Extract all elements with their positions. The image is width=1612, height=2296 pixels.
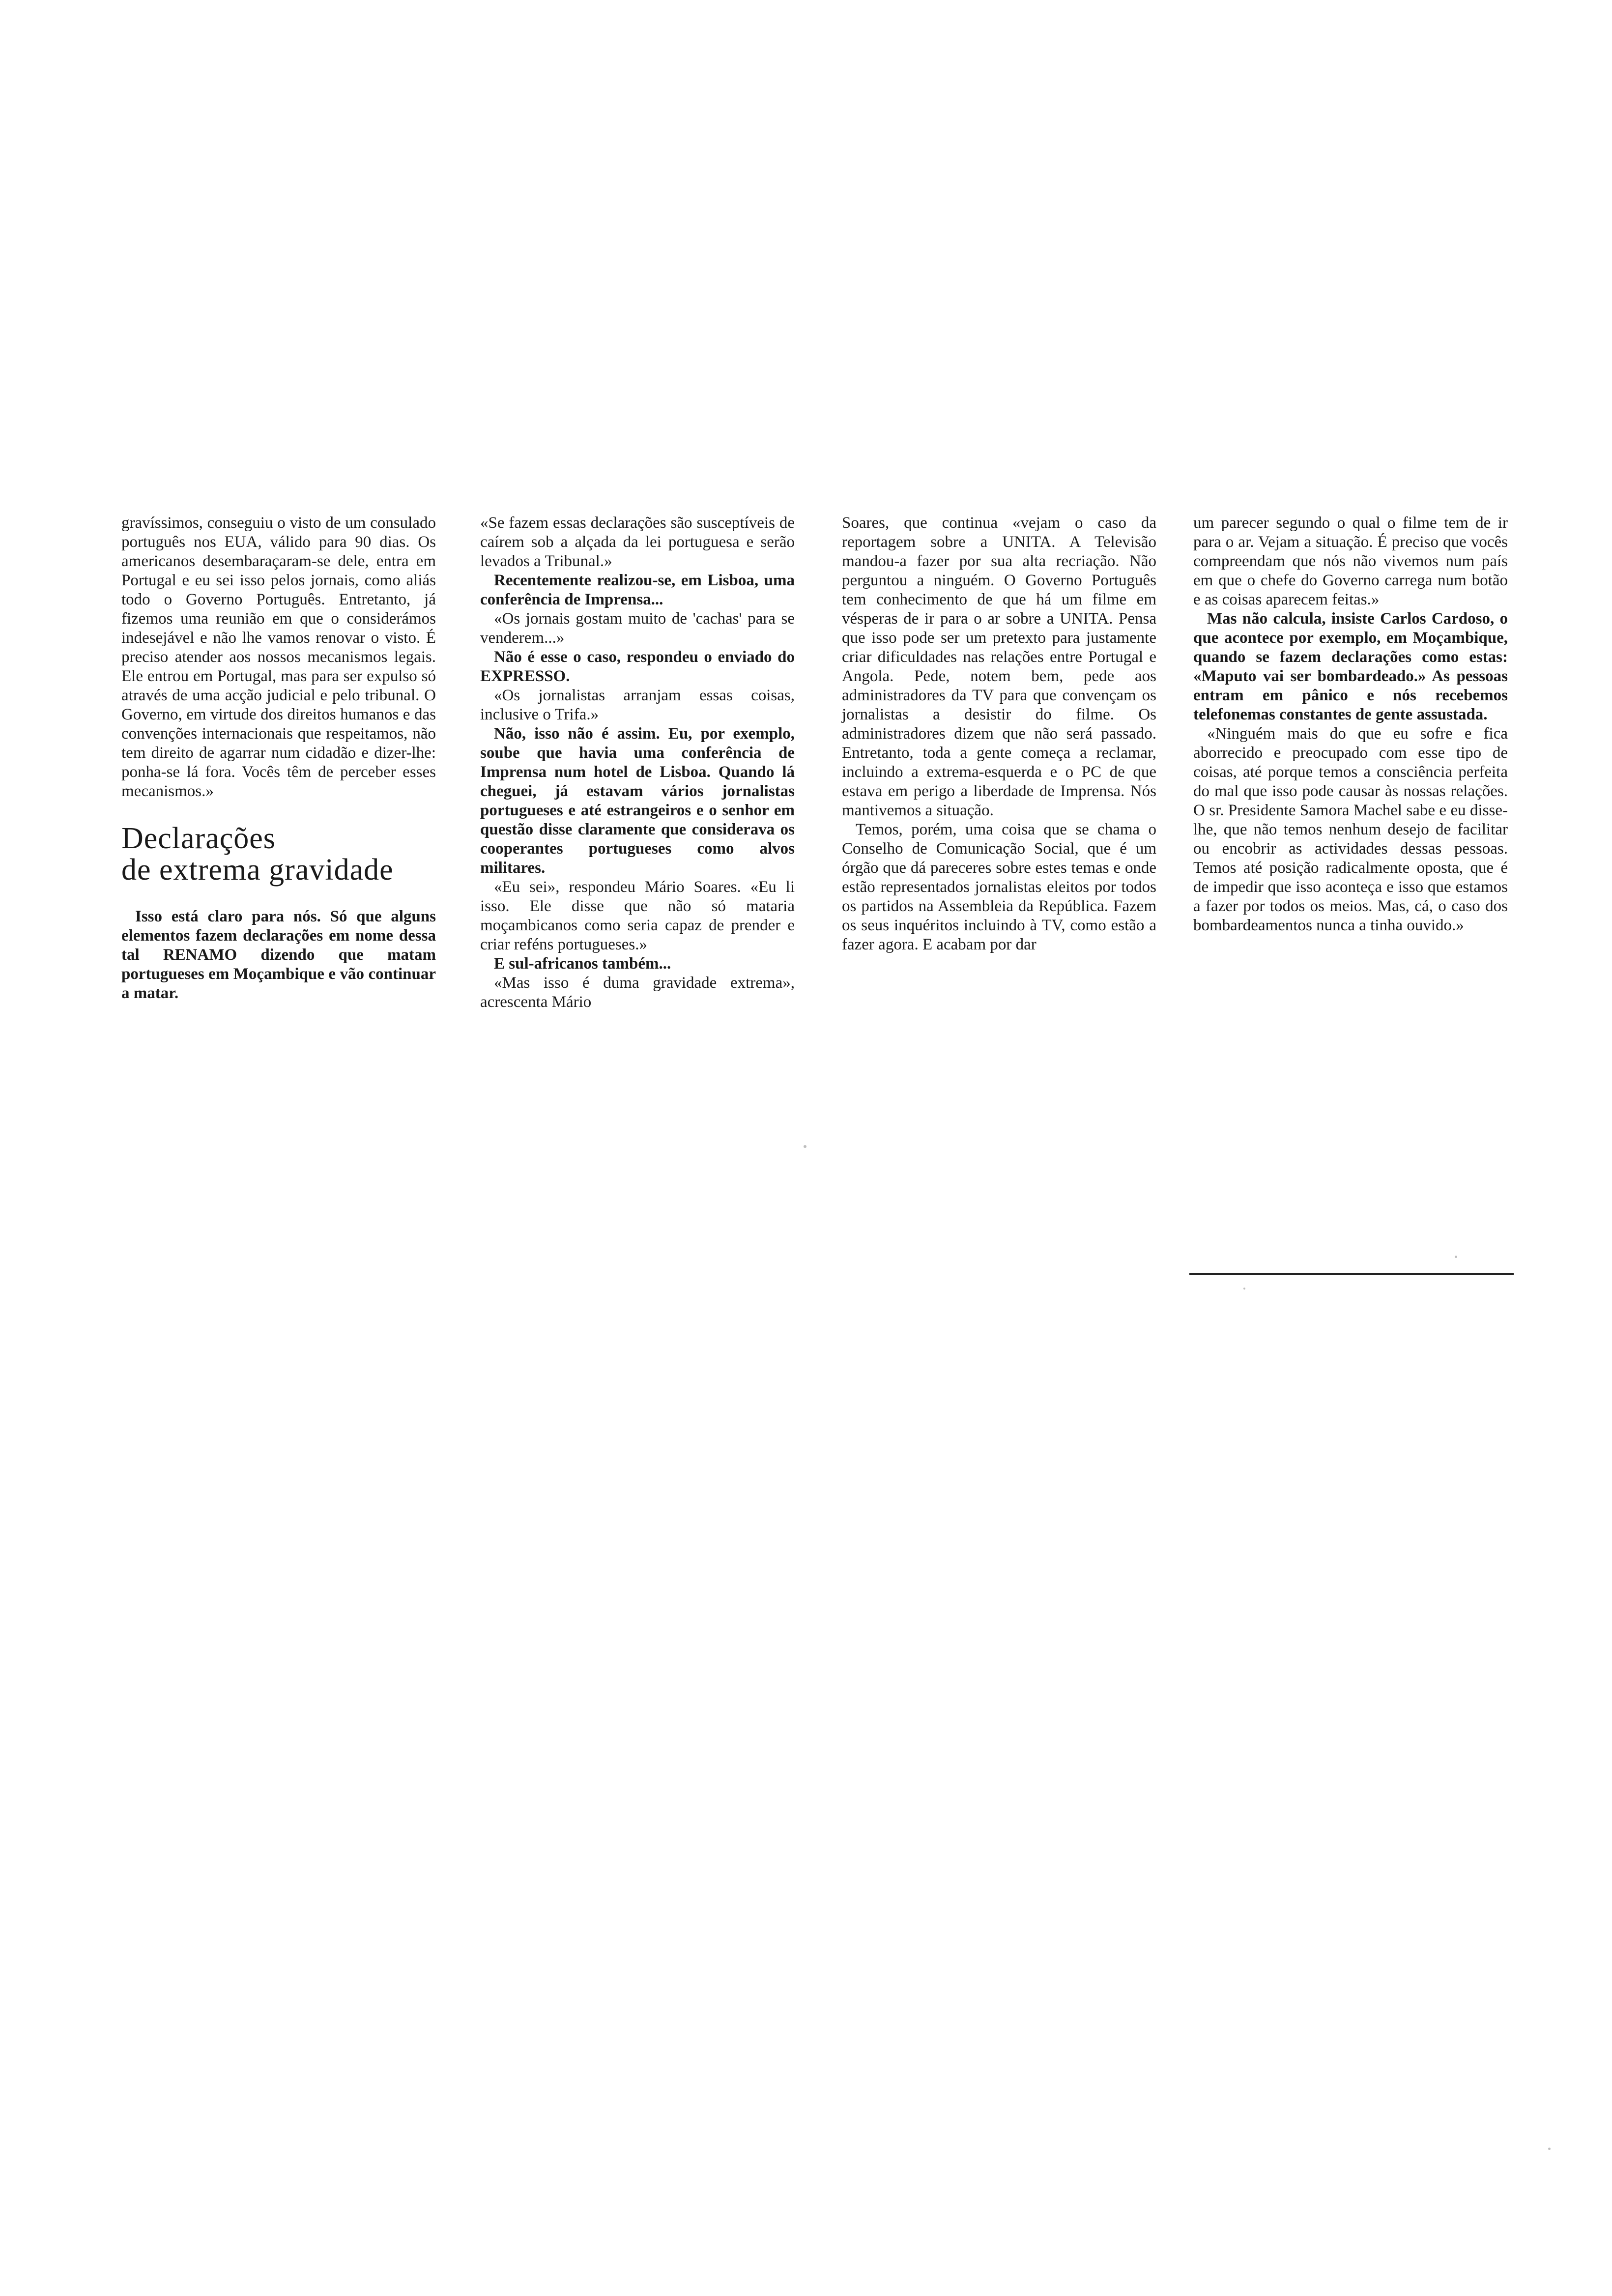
- col2-paragraph-8: E sul-africanos também...: [494, 955, 671, 973]
- col2-paragraph-4: Não é esse o caso, respondeu o enviado do EXPRESSO.: [480, 648, 795, 685]
- article-column-3: [842, 514, 1156, 954]
- scan-speck: [1455, 1256, 1457, 1258]
- col2-paragraph-9: «Mas isso é duma gravidade extrema», acrescenta Mário: [480, 974, 795, 1011]
- section-heading-line-1: Declarações: [121, 822, 276, 855]
- col1-paragraph-2: Isso está claro para nós. Só que alguns elementos fazem declarações em nome dessa tal RENAMO dizendo que matam portugueses em Moçambique e vão continuar a matar.: [121, 908, 436, 1002]
- end-of-article-rule: [1189, 1273, 1514, 1275]
- col2-paragraph-5: «Os jornalistas arranjam essas coisas, inclusive o Trifa.»: [480, 687, 795, 723]
- scan-speck: [804, 1145, 806, 1148]
- article-column-2: [480, 514, 795, 1012]
- col2-paragraph-7-quote: «Eu sei»,: [494, 878, 560, 896]
- scan-speck: [1243, 1288, 1245, 1290]
- article-column-1: [121, 514, 436, 1003]
- col2-paragraph-3: «Os jornais gostam muito de 'cachas' para se venderem...»: [480, 610, 795, 647]
- col4-paragraph-2: Mas não calcula, insiste Carlos Cardoso, o que acontece por exemplo, em Moçambique, quando se fazem declarações como estas: «Maputo vai ser bombardeado.» As pessoas entram em pânico e nós recebemos telefonemas constantes de gente assustada.: [1193, 610, 1508, 723]
- col3-paragraph-2: Temos, porém, uma coisa que se chama o Conselho de Comunicação Social, que é um órgão que dá pareceres sobre estes temas e onde estão representados jornalistas eleitos por todos os partidos na Assembleia da República. Fazem os seus inquéritos incluindo à TV, como estão a fazer agora. E acabam por dar: [842, 821, 1156, 953]
- col2-paragraph-1: «Se fazem essas declarações são susceptíveis de caírem sob a alçada da lei portuguesa e serão levados a Tribunal.»: [480, 514, 795, 570]
- col1-paragraph-1: gravíssimos, conseguiu o visto de um consulado português nos EUA, válido para 90 dias. Os americanos desembaraçaram-se dele, entra em Portugal e eu sei isso pelos jornais, como aliás todo o Governo Português. Entretanto, já fizemos uma reunião em que o considerámos indesejável e não lhe vamos renovar o visto. É preciso atender aos nossos mecanismos legais. Ele entrou em Portugal, mas para ser expulso só através de uma acção judicial e pelo tribunal. O Governo, em virtude dos direitos humanos e das convenções internacionais que respeitamos, não tem direito de agarrar num cidadão e dizer-lhe: ponha-se lá fora. Vocês têm de perceber esses mecanismos.»: [121, 514, 436, 800]
- section-heading-line-2: de extrema gravidade: [121, 853, 394, 887]
- scan-speck: [1548, 2148, 1551, 2150]
- col2-paragraph-7-rest: respondeu Mário Soares. «Eu li isso. Ele disse que não só mataria moçambicanos como seria capaz de prender e criar reféns portugueses.»: [480, 878, 795, 953]
- col3-paragraph-1: Soares, que continua «vejam o caso da reportagem sobre a UNITA. A Televisão mandou-a fazer por sua alta recriação. Não perguntou a ninguém. O Governo Português tem conhecimento de que há um filme em vésperas de ir para o ar sobre a UNITA. Pensa que isso pode ser um pretexto para justamente criar dificuldades nas relações entre Portugal e Angola. Pede, notem bem, pede aos administradores da TV para que convençam os jornalistas a desistir do filme. Os administradores dizem que não será passado. Entretanto, toda a gente começa a reclamar, incluindo a extrema-esquerda e o PC de que estava em perigo a liberdade de Imprensa. Nós mantivemos a situação.: [842, 514, 1156, 819]
- col2-paragraph-6: Não, isso não é assim. Eu, por exemplo, soube que havia uma conferência de Imprensa num hotel de Lisboa. Quando lá cheguei, já estavam vários jornalistas portugueses e até estrangeiros e o senhor em questão disse claramente que considerava os cooperantes portugueses como alvos militares.: [480, 725, 795, 877]
- article-column-4: [1193, 514, 1508, 935]
- col2-paragraph-2: Recentemente realizou-se, em Lisboa, uma conferência de Imprensa...: [480, 572, 795, 608]
- col4-paragraph-3: «Ninguém mais do que eu sofre e fica aborrecido e preocupado com esse tipo de coisas, até porque temos a consciência perfeita do mal que isso pode causar às nossas relações. O sr. Presidente Samora Machel sabe e eu disse-lhe, que não temos nenhum desejo de facilitar ou encobrir as actividades dessas pessoas. Temos até posição radicalmente oposta, que é de impedir que isso aconteça e isso que estamos a fazer por todos os meios. Mas, cá, o caso dos bombardeamentos nunca a tinha ouvido.»: [1193, 725, 1508, 934]
- col2-paragraph-7: [480, 878, 795, 954]
- col4-paragraph-1: um parecer segundo o qual o filme tem de ir para o ar. Vejam a situação. É preciso que vocês compreendam que nós não vivemos num país em que o chefe do Governo carrega num botão e as coisas aparecem feitas.»: [1193, 514, 1508, 608]
- section-heading: [121, 823, 436, 886]
